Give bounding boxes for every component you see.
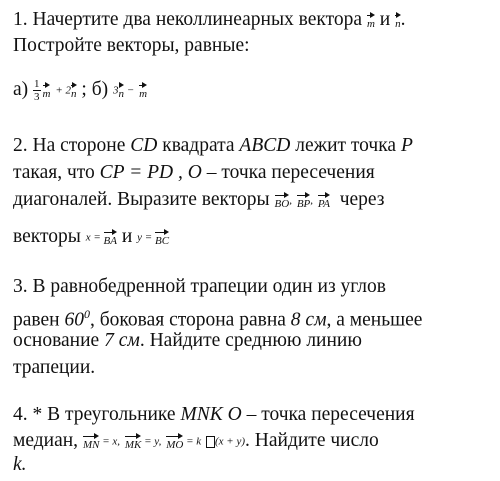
task4-eq3: = k [183, 435, 202, 448]
task4-text: медиан, [13, 430, 79, 451]
task3-base: 7 см [104, 330, 140, 351]
task4-line2 [13, 429, 379, 454]
task3-line4 [13, 356, 95, 380]
task3-side: 8 см [290, 309, 327, 331]
task1-line1 [13, 8, 405, 32]
vector-pa: PA [318, 192, 330, 210]
task1-text2: Постройте векторы, равные: [13, 35, 250, 56]
task2-text: векторы [13, 226, 81, 247]
task1-line2 [13, 34, 250, 58]
task2-line3: диагоналей. Выразите векторы BO, BP, PA через [13, 189, 385, 210]
task1-a-rest: + 2 [55, 84, 72, 97]
task3-degree: 0 [83, 307, 90, 321]
task1-minus: − [124, 84, 135, 97]
task3-text: 3. В равнобедренной трапеции один из углов [13, 276, 386, 297]
task3-text: трапеции. [13, 357, 96, 378]
task3-angle: 60 [64, 309, 84, 331]
task4-text: – точка пересечения [246, 404, 415, 425]
task2-y-def: y = [137, 231, 155, 244]
task1-a-label: а) [13, 79, 29, 100]
fraction-one-third [33, 78, 41, 103]
task3-line3 [13, 329, 362, 353]
task3-text: равен [13, 309, 60, 331]
task2-line4 [13, 225, 169, 250]
fraction-denominator: 3 [34, 91, 40, 104]
vector-m: m [367, 12, 375, 30]
fraction-numerator: 1 [34, 78, 40, 91]
task2-text: – точка пересечения [206, 162, 375, 183]
vector-n: n [71, 82, 77, 100]
task2-equation: CP = PD , O [99, 162, 202, 183]
vector-m: m [43, 82, 51, 100]
vector-mk: MK [125, 433, 142, 451]
task4-k: k. [13, 454, 27, 475]
task2-p: P [400, 135, 413, 156]
task4-line3 [13, 453, 27, 477]
task4-mnk: MNK O [180, 404, 242, 425]
task2-and: и [121, 226, 133, 247]
vector-ba: BA [104, 229, 117, 247]
task4-eq1: = x, [99, 435, 120, 448]
vector-bp: BP [297, 192, 310, 210]
task2-abcd: ABCD [239, 135, 291, 156]
task4-text: 4. * В треугольнике [13, 404, 176, 425]
task4-text: . Найдите число [245, 430, 379, 451]
task4-eq2: = y, [141, 435, 162, 448]
missing-glyph-box [206, 436, 215, 448]
vector-n: n [119, 82, 125, 100]
task3-line1 [13, 275, 386, 299]
task2-text: 2. На стороне [13, 135, 126, 156]
task2-line2 [13, 161, 375, 185]
task3-text: , боковая сторона равна [89, 309, 286, 331]
task2-text: диагоналей. Выразите векторы [13, 189, 270, 210]
vector-bo: BO [275, 192, 290, 210]
task1-line3 [13, 78, 147, 103]
task3-text: , а меньшее [326, 309, 423, 331]
task2-text: лежит точка [295, 135, 397, 156]
task4-eq3-tail: (x + y) [215, 435, 246, 448]
vector-n: n [395, 12, 401, 30]
task1-dot: . [400, 9, 406, 30]
task2-text: через [339, 189, 385, 210]
task2-text: такая, что [13, 162, 95, 183]
task2-text: квадрата [162, 135, 235, 156]
task2-x-def: x = [85, 231, 104, 244]
task4-line1 [13, 403, 415, 427]
task3-text: . Найдите среднюю линию [139, 330, 362, 351]
vector-mn: MN [83, 433, 100, 451]
vector-bc: BC [155, 229, 169, 247]
vector-m: m [139, 82, 147, 100]
task1-and: и [379, 9, 391, 30]
task3-line2 [13, 302, 422, 333]
task1-b-coef: 3 [113, 84, 119, 97]
task1-sep: ; б) [81, 79, 109, 100]
task2-line1 [13, 134, 413, 158]
task2-cd: CD [130, 135, 158, 156]
task1-text: 1. Начертите два неколлинеарных вектора [13, 9, 363, 30]
task3-text: основание [13, 330, 100, 351]
vector-mo: MO [166, 433, 183, 451]
